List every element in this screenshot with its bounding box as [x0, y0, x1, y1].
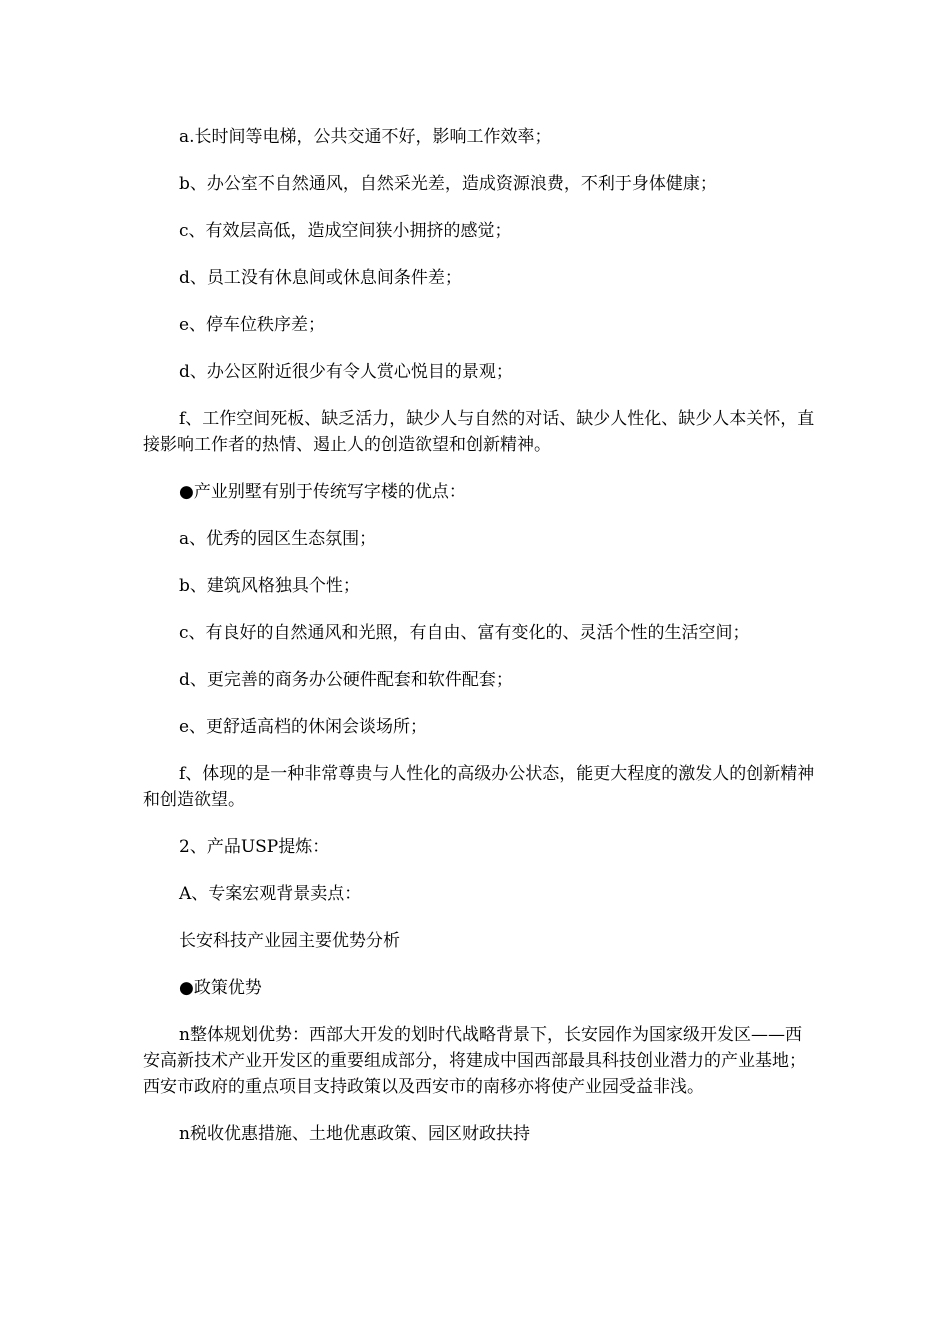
paragraph-problem-workspace: f、工作空间死板、缺乏活力，缺少人与自然的对话、缺少人性化、缺少人本关怀，直接影响工作者的热情、遏止人的创造欲望和创新精神。	[143, 409, 815, 455]
document-body	[143, 124, 815, 1168]
subheading-park-analysis: 长安科技产业园主要优势分析	[179, 931, 400, 951]
paragraph-problem-landscape: d、办公区附近很少有令人赏心悦目的景观；	[179, 362, 513, 382]
paragraph-problem-rest-room: d、员工没有休息间或休息间条件差；	[179, 268, 462, 288]
paragraph-problem-ventilation: b、办公室不自然通风，自然采光差，造成资源浪费，不利于身体健康；	[179, 174, 717, 194]
paragraph-advantage-status: f、体现的是一种非常尊贵与人性化的高级办公状态，能更大程度的激发人的创新精神和创造欲望。	[143, 764, 815, 810]
bullet-policy-advantage: ●政策优势	[179, 978, 262, 998]
paragraph-advantage-ecology: a、优秀的园区生态氛围；	[179, 529, 377, 549]
paragraph-tax-incentives: n税收优惠措施、土地优惠政策、园区财政扶持	[179, 1124, 530, 1144]
section-heading-usp: 2、产品USP提炼：	[179, 837, 330, 857]
paragraph-advantage-leisure: e、更舒适高档的休闲会谈场所；	[179, 717, 428, 737]
paragraph-problem-ceiling: c、有效层高低，造成空间狭小拥挤的感觉；	[179, 221, 512, 241]
paragraph-problem-elevator: a.长时间等电梯，公共交通不好，影响工作效率；	[179, 127, 552, 147]
section-heading-villa-advantages: ●产业别墅有别于传统写字楼的优点：	[179, 482, 466, 502]
paragraph-advantage-facilities: d、更完善的商务办公硬件配套和软件配套；	[179, 670, 513, 690]
subheading-macro-background: A、专案宏观背景卖点：	[179, 884, 362, 904]
paragraph-problem-parking: e、停车位秩序差；	[179, 315, 326, 335]
paragraph-advantage-ventilation: c、有良好的自然通风和光照，有自由、富有变化的、灵活个性的生活空间；	[179, 623, 750, 643]
paragraph-advantage-style: b、建筑风格独具个性；	[179, 576, 360, 596]
paragraph-planning-advantage: n整体规划优势：西部大开发的划时代战略背景下，长安园作为国家级开发区——西安高新技术产业开发区的重要组成部分，将建成中国西部最具科技创业潜力的产业基地；西安市政府的重点项目支持政策以及西安市的南移亦将使产业园受益非浅。	[143, 1025, 806, 1097]
